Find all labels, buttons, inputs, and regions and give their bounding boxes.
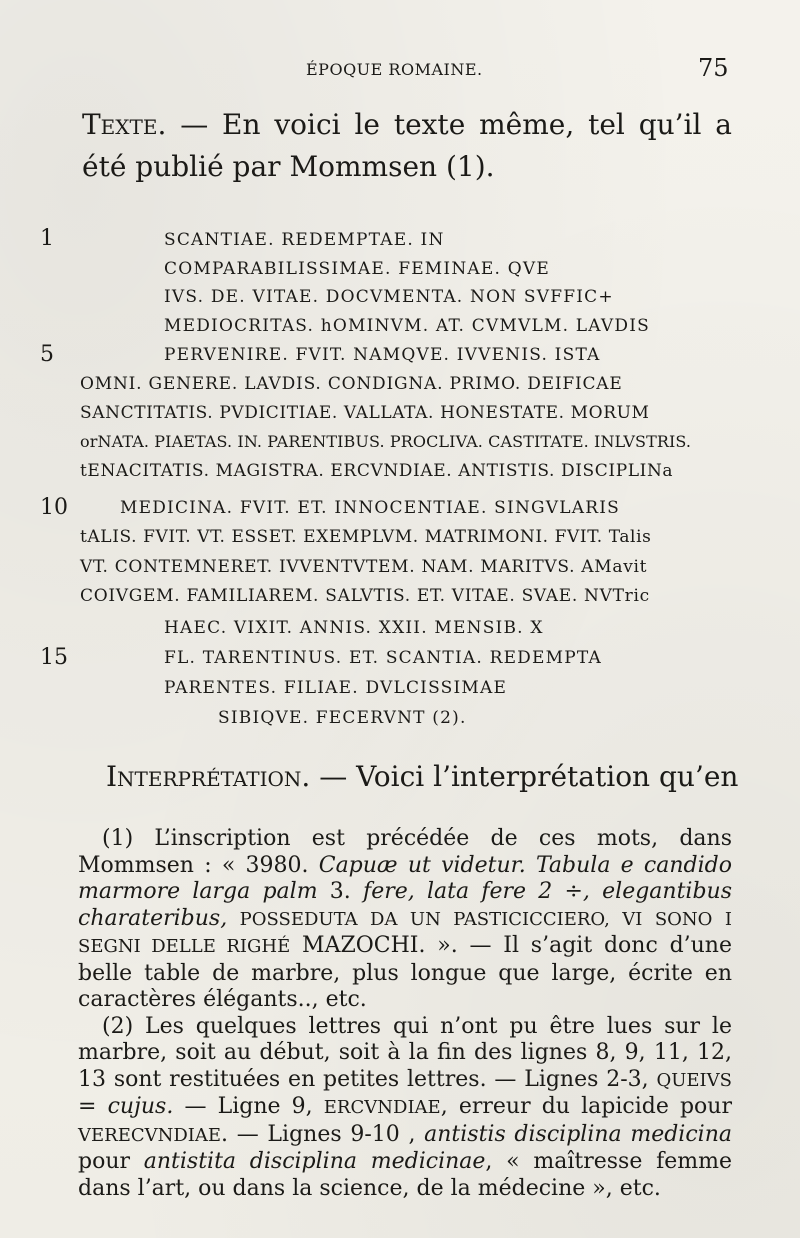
inscription-line: IVS. DE. VITAE. DOCVMENTA. NON SVFFIC+ (164, 287, 614, 307)
footnote-2-line9: — Ligne 9, (173, 1094, 324, 1119)
line-number: 5 (40, 342, 54, 367)
inscription-line: VT. CONTEMNERET. IVVENTVTEM. NAM. MARITVS. AMavit (80, 557, 648, 577)
footnote-2-erreur: , erreur du lapicide pour (440, 1094, 732, 1119)
footnote-2-text: (2) Les quelques lettres qui n’ont pu être lues sur le marbre, soit au début, soit à la fin des lignes 8, 9, 11, 12, 13 sont restituées en petites lettres. — Lignes 2-3, (78, 1013, 732, 1092)
inscription-line: FL. TARENTINUS. ET. SCANTIA. REDEMPTA (164, 648, 602, 668)
inscription-line: orNATA. PIAETAS. IN. PARENTIBUS. PROCLIVA. CASTITATE. INLVSTRIS. (80, 432, 692, 451)
texte-text: — En voici le texte même, tel qu’il a été publié par Mommsen (1). (82, 108, 732, 183)
line-number: 15 (40, 645, 68, 670)
footnote-2-eq: = (78, 1094, 108, 1119)
inscription-line: HAEC. VIXIT. ANNIS. XXII. MENSIB. X (164, 618, 544, 638)
inscription-line: tALIS. FVIT. VT. ESSET. EXEMPLVM. MATRIMONI. FVIT. Talis (80, 527, 652, 547)
inscription-line: MEDIOCRITAS. hOMINVM. AT. CVMVLM. LAVDIS (164, 316, 650, 336)
footnotes (78, 826, 732, 1202)
footnote-2-verecvndiae: VERECVNDIAE (78, 1124, 222, 1146)
footnote-2-antistis: antistis disciplina medicina (424, 1121, 732, 1147)
line-number: 10 (40, 495, 68, 520)
interpretation-heading (106, 760, 738, 793)
footnote-1-text: (1) L’inscription est précédée de ces mots, dans Mommsen : « 3980. (78, 826, 732, 878)
footnote-2-pour: pour (78, 1149, 144, 1174)
footnote-1-latin-2: fere, lata fere 2 ÷, elegantibus charateribus, (78, 879, 732, 931)
footnote-2-lignes: . — Lignes 9-10 , (221, 1121, 425, 1147)
inscription-line: SIBIQVE. FECERVNT (2). (218, 708, 467, 728)
interpretation-text: — Voici l’interprétation qu’en (310, 760, 739, 793)
texte-paragraph (82, 104, 732, 188)
page-number: 75 (698, 54, 729, 82)
page-header (0, 54, 800, 84)
footnote-2-ercvndiae: ERCVNDIAE (323, 1097, 441, 1118)
inscription-line: MEDICINA. FVIT. ET. INNOCENTIAE. SINGVLARIS (120, 498, 620, 518)
inscription (40, 220, 760, 740)
footnote-2-antistita: antistita disciplina medicinae (143, 1149, 486, 1174)
footnote-1 (78, 826, 732, 1014)
line-number: 1 (40, 226, 54, 251)
inscription-line: COMPARABILISSIMAE. FEMINAE. QVE (164, 259, 550, 279)
running-head: ÉPOQUE ROMAINE. (306, 60, 483, 79)
inscription-line: SCANTIAE. REDEMPTAE. IN (164, 230, 445, 250)
footnote-2-cujus: cujus. (107, 1094, 174, 1119)
footnote-1-rest: MAZOCHI. ». — Il s’agit donc d’une belle table de marbre, plus longue que large, écrite en caractères élégants.., etc. (78, 933, 732, 1012)
inscription-line: tENACITATIS. MAGISTRA. ERCVNDIAE. ANTISTIS. DISCIPLINa (80, 461, 674, 481)
interpretation-label: Interprétation. (106, 760, 311, 793)
footnote-1-number: 3. (317, 879, 364, 904)
inscription-line: SANCTITATIS. PVDICITIAE. VALLATA. HONESTATE. MORUM (80, 403, 650, 423)
footnote-1-latin: Capuæ ut videtur. Tabula e candido marmore larga palm (78, 852, 732, 904)
inscription-line: OMNI. GENERE. LAVDIS. CONDIGNA. PRIMO. DEIFICAE (80, 374, 623, 394)
inscription-line: COIVGEM. FAMILIAREM. SALVTIS. ET. VITAE. SVAE. NVTric (80, 586, 650, 606)
texte-label: Texte. (82, 108, 167, 141)
inscription-line: PARENTES. FILIAE. DVLCISSIMAE (164, 678, 508, 698)
footnote-1-italian: POSSEDUTA DA UN PASTICICCIERO, VI SONO I SEGNI DELLE RIGHÉ (78, 908, 732, 957)
footnote-2-word: QUEIVS (656, 1069, 732, 1091)
inscription-line: PERVENIRE. FVIT. NAMQVE. IVVENIS. ISTA (164, 345, 601, 365)
footnote-2-end: , « maîtresse femme dans l’art, ou dans la science, de la médecine », etc. (78, 1149, 732, 1201)
footnote-2 (78, 1014, 732, 1203)
